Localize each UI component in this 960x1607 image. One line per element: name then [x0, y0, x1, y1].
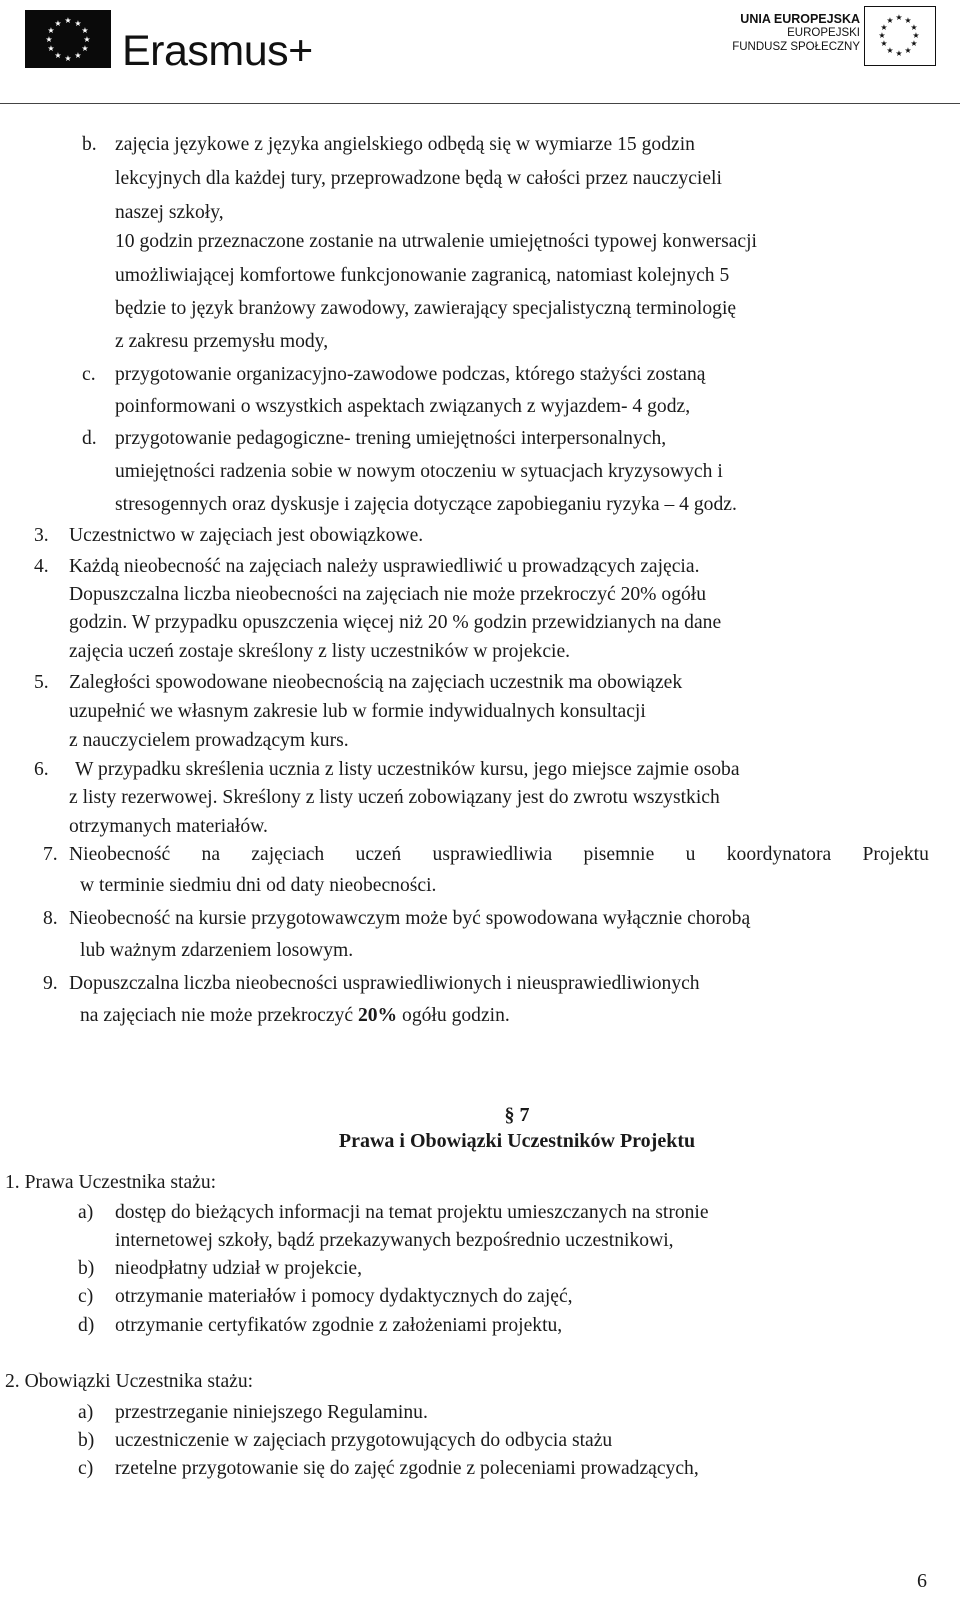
svg-text:★: ★ — [878, 31, 886, 40]
rights-marker-d: d) — [78, 1315, 95, 1336]
item-7-word: Nieobecność — [69, 844, 171, 865]
list-b-line: zajęcia językowe z języka angielskiego odbędą się w wymiarze 15 godzin — [115, 134, 695, 155]
item-7-word: koordynatora — [726, 844, 832, 865]
svg-text:★: ★ — [904, 16, 912, 25]
item-7-line-justified — [69, 842, 929, 868]
duties-item-line: rzetelne przygotowanie się do zajęć zgodnie z poleceniami prowadzących, — [115, 1458, 699, 1479]
svg-text:★: ★ — [880, 23, 888, 32]
page-number: 6 — [917, 1570, 927, 1592]
document-header — [0, 0, 960, 106]
item-9-line: Dopuszczalna liczba nieobecności usprawiedliwionych i nieusprawiedliwionych — [69, 973, 700, 994]
duties-marker-a: a) — [78, 1402, 94, 1423]
item-7-word: zajęciach — [251, 844, 325, 865]
item-4-line: zajęcia uczeń zostaje skreślony z listy uczestników w projekcie. — [69, 641, 571, 662]
item-6-line: W przypadku skreślenia ucznia z listy uczestników kursu, jego miejsce zajmie osoba — [75, 759, 740, 780]
item-5-line: z nauczycielem prowadzącym kurs. — [69, 730, 349, 751]
svg-text:★: ★ — [886, 46, 894, 55]
list-marker-d: d. — [82, 428, 97, 449]
svg-text:★: ★ — [74, 19, 82, 28]
rights-item-line: otrzymanie materiałów i pomocy dydaktycznych do zajęć, — [115, 1286, 573, 1307]
svg-text:★: ★ — [64, 54, 72, 63]
item-6-line: otrzymanych materiałów. — [69, 816, 268, 837]
item-7-line: w terminie siedmiu dni od daty nieobecności. — [80, 875, 437, 896]
list-c-line: poinformowani o wszystkich aspektach związanych z wyjazdem- 4 godz, — [115, 396, 691, 417]
svg-text:★: ★ — [45, 35, 53, 44]
svg-text:★: ★ — [904, 46, 912, 55]
item-7-word: usprawiedliwia — [432, 844, 553, 865]
item-8-line: Nieobecność na kursie przygotowawczym może być spowodowana wyłącznie chorobą — [69, 908, 751, 929]
svg-text:★: ★ — [912, 31, 920, 40]
rights-heading: 1. Prawa Uczestnika stażu: — [5, 1172, 217, 1193]
item-marker-9: 9. — [43, 973, 58, 994]
item-7-word: pisemnie — [583, 844, 655, 865]
rights-item-line: nieodpłatny udział w projekcie, — [115, 1258, 363, 1279]
svg-text:★: ★ — [47, 44, 55, 53]
list-b-line: będzie to język branżowy zawodowy, zawierający specjalistyczną terminologię — [115, 298, 737, 319]
list-d-line: umiejętności radzenia sobie w nowym otoczeniu w sytuacjach kryzysowych i — [115, 461, 723, 482]
item-7-word: Projektu — [862, 844, 929, 865]
svg-text:★: ★ — [886, 16, 894, 25]
svg-text:★: ★ — [910, 39, 918, 48]
item-marker-8: 8. — [43, 908, 58, 929]
item-5-line: Zaległości spowodowane nieobecnością na zajęciach uczestnik ma obowiązek — [69, 672, 683, 693]
item-7-word: u — [685, 844, 696, 865]
section-title: Prawa i Obowiązki Uczestników Projektu — [338, 1130, 696, 1152]
list-b-line: z zakresu przemysłu mody, — [115, 331, 329, 352]
item-5-line: uzupełnić we własnym zakresie lub w formie indywidualnych konsultacji — [69, 701, 646, 722]
svg-text:★: ★ — [54, 19, 62, 28]
svg-text:★: ★ — [910, 23, 918, 32]
svg-text:★: ★ — [64, 16, 72, 25]
item-7-word: na — [201, 844, 221, 865]
svg-text:★: ★ — [74, 51, 82, 60]
eu-label-line1: UNIA EUROPEJSKA — [740, 12, 860, 26]
item-marker-3: 3. — [34, 525, 49, 546]
list-b-line: naszej szkoły, — [115, 202, 224, 223]
list-c-line: przygotowanie organizacyjno-zawodowe podczas, którego stażyści zostaną — [115, 364, 706, 385]
duties-heading: 2. Obowiązki Uczestnika stażu: — [5, 1371, 254, 1392]
duties-item-line: przestrzeganie niniejszego Regulaminu. — [115, 1402, 428, 1423]
duties-marker-b: b) — [78, 1430, 95, 1451]
svg-text:★: ★ — [54, 51, 62, 60]
item-6-line: z listy rezerwowej. Skreślony z listy uczeń zobowiązany jest do zwrotu wszystkich — [69, 787, 720, 808]
eu-label-line2: EUROPEJSKI — [787, 27, 860, 39]
list-b-line: 10 godzin przeznaczone zostanie na utrwalenie umiejętności typowej konwersacji — [115, 231, 757, 252]
list-marker-c: c. — [82, 364, 96, 385]
item-4-line: Dopuszczalna liczba nieobecności na zajęciach nie może przekroczyć 20% ogółu — [69, 584, 707, 605]
list-marker-b: b. — [82, 134, 97, 155]
item-9-text: na zajęciach nie może przekroczyć — [80, 1005, 358, 1026]
section-number: § 7 — [504, 1104, 530, 1126]
item-9-bold-percent: 20% — [357, 1005, 398, 1026]
svg-text:★: ★ — [81, 26, 89, 35]
header-divider — [0, 103, 960, 104]
item-marker-6: 6. — [34, 759, 49, 780]
duties-item-line: uczestniczenie w zajęciach przygotowujących do odbycia stażu — [115, 1430, 613, 1451]
list-d-line: stresogennych oraz dyskusje i zajęcia dotyczące zapobieganiu ryzyka – 4 godz. — [115, 494, 737, 515]
svg-text:★: ★ — [880, 39, 888, 48]
item-marker-5: 5. — [34, 672, 49, 693]
item-marker-4: 4. — [34, 556, 49, 577]
svg-text:★: ★ — [895, 13, 903, 22]
rights-marker-c: c) — [78, 1286, 94, 1307]
rights-marker-b: b) — [78, 1258, 95, 1279]
item-marker-7: 7. — [43, 844, 58, 865]
erasmus-logo-text: Erasmus+ — [122, 27, 313, 75]
item-4-line: godzin. W przypadku opuszczenia więcej niż 20 % godzin przewidzianych na dane — [69, 612, 722, 633]
rights-item-line: dostęp do bieżących informacji na temat projektu umieszczanych na stronie — [115, 1202, 709, 1223]
list-b-line: lekcyjnych dla każdej tury, przeprowadzone będą w całości przez nauczycieli — [115, 168, 722, 189]
rights-item-line: internetowej szkoły, bądź przekazywanych bezpośrednio uczestnikowi, — [115, 1230, 674, 1251]
item-9-text: ogółu godzin. — [397, 1005, 510, 1026]
rights-marker-a: a) — [78, 1202, 94, 1223]
svg-text:★: ★ — [895, 49, 903, 58]
item-4-line: Każdą nieobecność na zajęciach należy usprawiedliwić u prowadzących zajęcia. — [69, 556, 700, 577]
svg-text:★: ★ — [81, 44, 89, 53]
svg-text:★: ★ — [47, 26, 55, 35]
eu-flag-logo — [25, 10, 111, 68]
eu-label-line3: FUNDUSZ SPOŁECZNY — [732, 41, 860, 53]
list-d-line: przygotowanie pedagogiczne- trening umiejętności interpersonalnych, — [115, 428, 667, 449]
rights-item-line: otrzymanie certyfikatów zgodnie z założeniami projektu, — [115, 1315, 563, 1336]
eu-fund-label — [700, 12, 860, 54]
list-b-line: umożliwiającej komfortowe funkcjonowanie zagranicą, natomiast kolejnych 5 — [115, 265, 730, 286]
item-7-word: uczeń — [355, 844, 402, 865]
svg-text:★: ★ — [83, 35, 91, 44]
duties-marker-c: c) — [78, 1458, 94, 1479]
eu-flag-outline-logo — [864, 6, 936, 66]
item-3-line: Uczestnictwo w zajęciach jest obowiązkowe. — [69, 525, 424, 546]
item-8-line: lub ważnym zdarzeniem losowym. — [80, 940, 354, 961]
item-9-line — [80, 1003, 510, 1029]
